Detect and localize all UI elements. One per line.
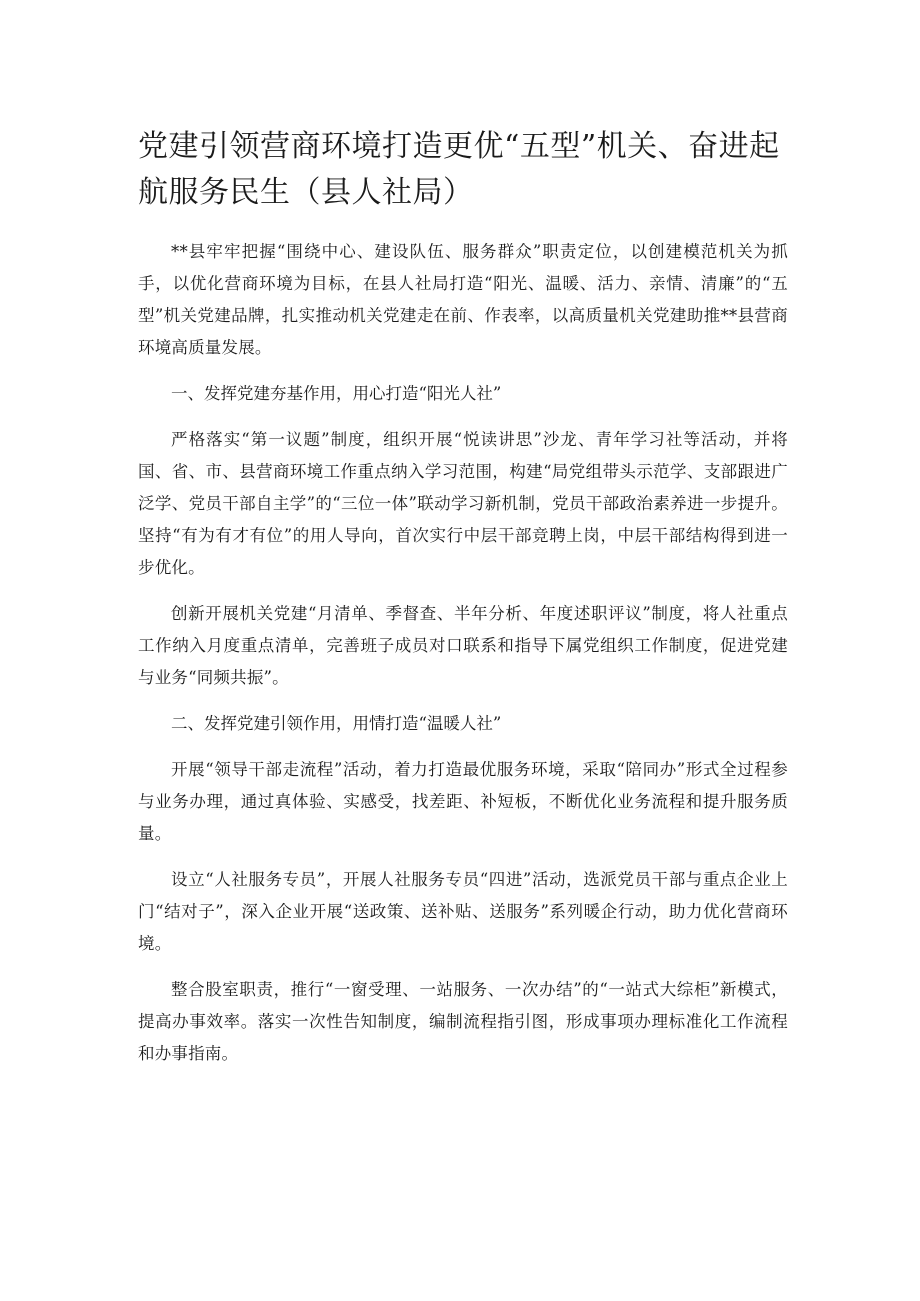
document-body — [138, 236, 788, 1084]
paragraph: 整合股室职责，推行“一窗受理、一站服务、一次办结”的“一站式大综柜”新模式，提高办事效率。落实一次性告知制度，编制流程指引图，形成事项办理标准化工作流程和办事指南。 — [138, 980, 788, 1063]
paragraph: 创新开展机关党建“月清单、季督查、半年分析、年度述职评议”制度，将人社重点工作纳入月度重点清单，完善班子成员对口联系和指导下属党组织工作制度，促进党建与业务“同频共振”。 — [138, 604, 788, 687]
paragraph: 开展“领导干部走流程”活动，着力打造最优服务环境，采取“陪同办”形式全过程参与业务办理，通过真体验、实感受，找差距、补短板，不断优化业务流程和提升服务质量。 — [138, 760, 788, 843]
paragraph: 严格落实“第一议题”制度，组织开展“悦读讲思”沙龙、青年学习社等活动，并将国、省、市、县营商环境工作重点纳入学习范围，构建“局党组带头示范学、支部跟进广泛学、党员干部自主学”的“三位一体”联动学习新机制，党员干部政治素养进一步提升。坚持“有为有才有位”的用人导向，首次实行中层干部竞聘上岗，中层干部结构得到进一步优化。 — [138, 430, 788, 577]
section-heading-2: 二、发挥党建引领作用，用情打造“温暖人社” — [171, 714, 502, 733]
section-heading-1: 一、发挥党建夯基作用，用心打造“阳光人社” — [171, 384, 502, 403]
paragraph-intro: **县牢牢把握“围绕中心、建设队伍、服务群众”职责定位，以创建模范机关为抓手，以优化营商环境为目标，在县人社局打造“阳光、温暖、活力、亲情、清廉”的“五型”机关党建品牌，扎实推动机关党建走在前、作表率，以高质量机关党建助推**县营商环境高质量发展。 — [138, 242, 788, 357]
document-title: 党建引领营商环境打造更优“五型”机关、奋进起航服务民生（县人社局） — [138, 129, 780, 210]
paragraph: 设立“人社服务专员”，开展人社服务专员“四进”活动，选派党员干部与重点企业上门“结对子”，深入企业开展“送政策、送补贴、送服务”系列暖企行动，助力优化营商环境。 — [138, 870, 788, 953]
